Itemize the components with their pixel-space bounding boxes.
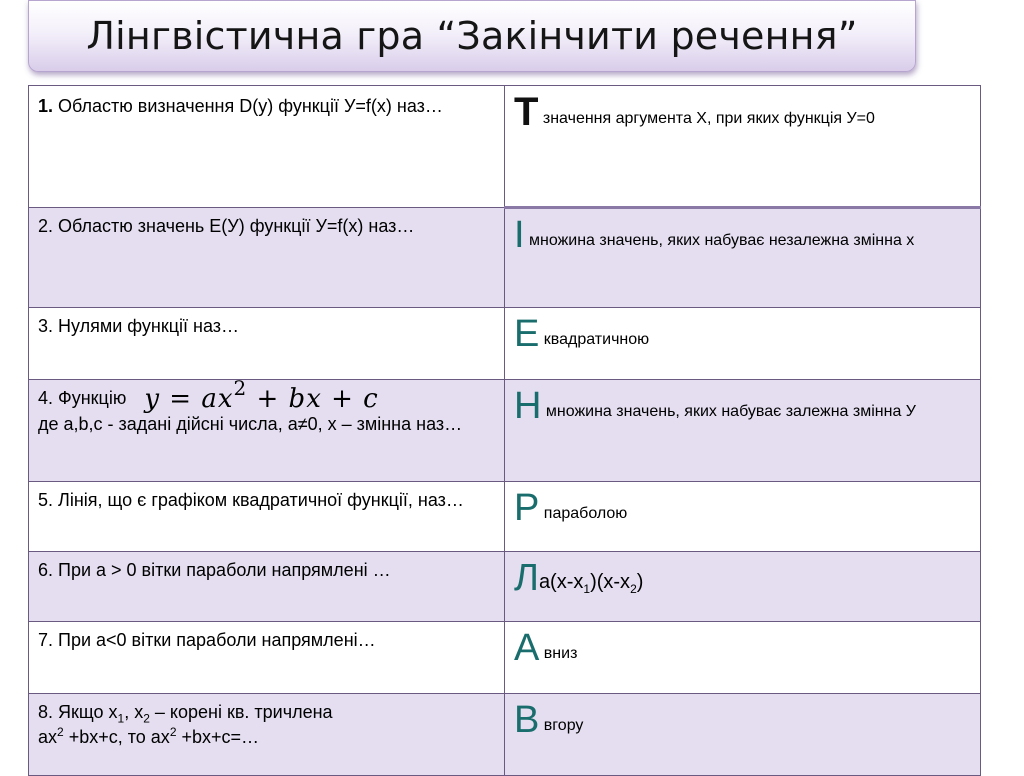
table-row	[29, 482, 981, 552]
question-text: 6. При а > 0 вітки параболи напрямлені …	[38, 560, 391, 580]
question-text: 3. Нулями функції наз…	[38, 316, 240, 336]
answer-cell	[505, 622, 981, 694]
subscript: 2	[143, 711, 150, 726]
subscript: 2	[630, 582, 637, 596]
question-part: 8. Якщо х	[38, 702, 118, 722]
answer-letter: Т	[514, 90, 539, 134]
answer-text: множина значень, яких набуває залежна змінна У	[541, 403, 916, 420]
answer-part: )	[636, 571, 644, 593]
table-row	[29, 208, 981, 308]
formula-exponent: 2	[233, 379, 248, 400]
table-row	[29, 380, 981, 482]
answer-text: квадратичною	[539, 331, 650, 348]
question-text: 2. Областю значень Е(У) функції У=f(x) наз…	[38, 216, 415, 236]
subscript: 1	[117, 711, 125, 726]
answer-part: а(х-х	[538, 571, 584, 593]
question-part: , х	[124, 702, 144, 722]
answer-text: вниз	[539, 645, 578, 662]
question-part: +bх+с, то ах	[63, 727, 170, 747]
answer-text: множина значень, яких набуває незалежна змінна х	[524, 232, 915, 249]
answer-letter: А	[514, 627, 540, 669]
slide-title: Лінгвістична гра “Закінчити речення”	[86, 14, 858, 58]
question-cell	[29, 482, 505, 552]
superscript: 2	[169, 725, 177, 739]
table-row	[29, 308, 981, 380]
answer-cell	[505, 694, 981, 776]
question-cell	[29, 208, 505, 308]
question-text-continued: де а,b,с - задані дійсні числа, а≠0, х – змінна наз…	[38, 414, 463, 434]
question-part: +bх+с=…	[176, 727, 260, 747]
subscript: 1	[583, 582, 591, 596]
table-row	[29, 552, 981, 622]
question-part: – корені кв. тричлена	[149, 702, 333, 722]
slide-title-box	[28, 0, 916, 72]
question-text: Областю визначення D(y) функції У=f(x) наз…	[53, 96, 443, 116]
question-text: 7. При а<0 вітки параболи напрямлені…	[38, 630, 376, 650]
answer-letter: І	[514, 214, 525, 256]
table-row	[29, 694, 981, 776]
game-table	[28, 85, 981, 776]
answer-letter: Е	[514, 313, 540, 355]
answer-cell	[505, 208, 981, 308]
formula-lhs: y = ax	[144, 384, 234, 414]
answer-letter: В	[514, 699, 540, 741]
answer-part: )(х-х	[590, 571, 631, 593]
answer-text	[538, 571, 644, 596]
question-text: 4. Функцію	[38, 388, 127, 408]
question-cell	[29, 622, 505, 694]
formula-rhs: + bx + c	[247, 384, 379, 414]
question-cell	[29, 552, 505, 622]
answer-text: параболою	[539, 505, 628, 522]
superscript: 2	[57, 725, 64, 739]
table-row	[29, 622, 981, 694]
answer-cell	[505, 86, 981, 208]
quadratic-formula	[144, 379, 379, 414]
question-cell	[29, 380, 505, 482]
question-text: 5. Лінія, що є графіком квадратичної функції, наз…	[38, 490, 464, 510]
answer-text: значення аргумента Х, при яких функція У=0	[538, 110, 875, 127]
answer-letter: Р	[514, 487, 540, 529]
answer-letter: Н	[514, 385, 542, 427]
question-cell	[29, 86, 505, 208]
answer-cell	[505, 482, 981, 552]
question-number: 1.	[38, 96, 54, 116]
question-cell	[29, 308, 505, 380]
table-row	[29, 86, 981, 208]
answer-text: вгору	[539, 717, 584, 734]
answer-cell	[505, 308, 981, 380]
answer-cell	[505, 380, 981, 482]
answer-cell	[505, 552, 981, 622]
question-cell	[29, 694, 505, 776]
answer-letter: Л	[514, 557, 539, 599]
question-part: ах	[38, 727, 58, 747]
